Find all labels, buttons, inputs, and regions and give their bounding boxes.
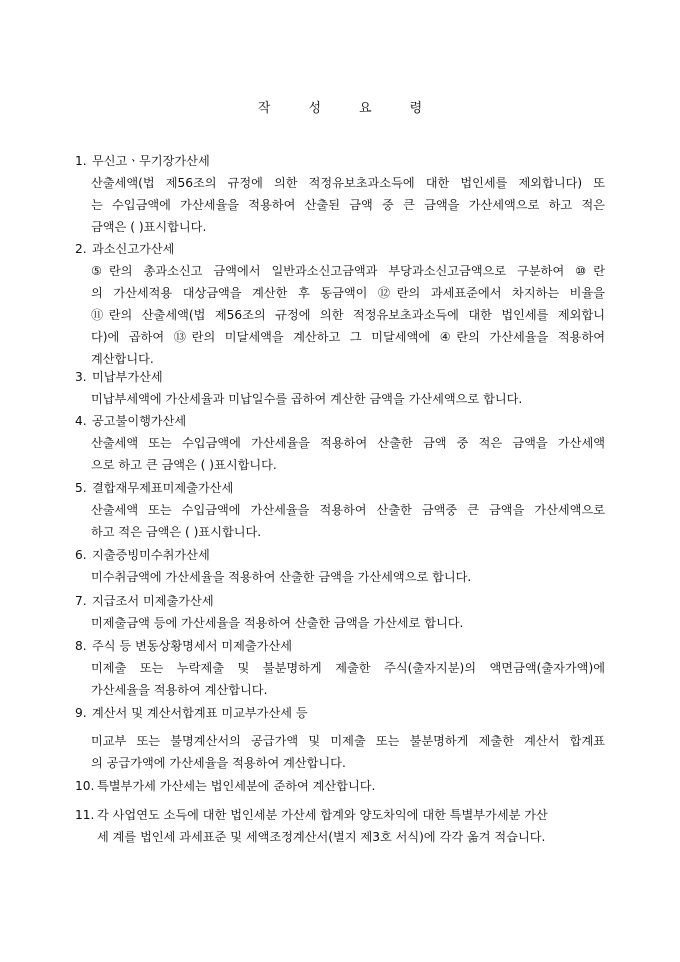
section-1 [75, 150, 605, 238]
section-number: 1. [75, 154, 87, 168]
body-line: 의 공급가액에 가산세율을 적용하여 계산합니다. [91, 756, 346, 770]
section-10 [75, 775, 605, 797]
section-title: 과소신고가산세 [92, 242, 175, 256]
section-title: 각 사업연도 소득에 대한 법인세분 가산세 합계와 양도차익에 대한 특별부가세분 가산 [97, 808, 548, 822]
section-body [91, 432, 605, 476]
section-title: 계산서 및 계산서합계표 미교부가산세 등 [92, 706, 308, 720]
section-number: 6. [75, 548, 87, 562]
section-heading [75, 150, 605, 172]
body-line: 세 계를 법인세 과세표준 및 세액조정계산서(별지 제3호 서식)에 각각 옮겨 적습니다. [97, 830, 546, 844]
section-body [91, 612, 605, 634]
section-body [91, 730, 605, 774]
body-line: 의 가산세적용 대상금액을 계산한 후 동금액이 ⑫란의 과세표준에서 차지하는 비율을 [91, 286, 605, 300]
section-heading [75, 804, 605, 826]
section-3 [75, 366, 605, 410]
section-number: 11. [75, 808, 95, 822]
section-body [91, 566, 605, 588]
section-title: 미납부가산세 [92, 370, 163, 384]
section-5 [75, 477, 605, 543]
body-line: 가산세율을 적용하여 계산합니다. [91, 683, 268, 697]
section-heading [75, 775, 605, 797]
body-line: 금액은 ( )표시합니다. [91, 220, 207, 234]
section-number: 10. [75, 779, 95, 793]
section-heading [75, 477, 605, 499]
section-6 [75, 544, 605, 588]
section-heading [75, 702, 605, 724]
section-heading [75, 410, 605, 432]
section-number: 2. [75, 242, 87, 256]
section-title: 공고불이행가산세 [92, 414, 187, 428]
body-line: ⑪란의 산출세액(법 제56조의 규정에 의한 적정유보초과소득에 대한 법인세를 제외합니 [91, 308, 605, 322]
section-body [91, 260, 605, 370]
section-number: 4. [75, 414, 87, 428]
body-line: 미제출 또는 누락제출 및 불분명하게 제출한 주식(출자지분)의 액면금액(출자가액)에 [91, 661, 605, 675]
body-line: 는 수입금액에 가산세율을 적용하여 산출된 금액 중 큰 금액을 가산세액으로 하고 적은 [91, 198, 605, 212]
body-line: 계산합니다. [91, 352, 154, 366]
body-line: ⑤란의 총과소신고 금액에서 일반과소신고금액과 부당과소신고금액으로 구분하여 ⑩란 [91, 264, 605, 278]
section-heading [75, 238, 605, 260]
title-char: 요 [359, 101, 372, 116]
body-line: 다)에 곱하여 ⑬란의 미달세액을 계산하고 그 미달세액에 ④란의 가산세율을 적용하여 [91, 330, 605, 344]
section-number: 5. [75, 481, 87, 495]
section-number: 8. [75, 639, 87, 653]
title-char: 성 [308, 101, 321, 116]
section-number: 9. [75, 706, 87, 720]
section-number: 3. [75, 370, 87, 384]
section-body [91, 172, 605, 238]
section-2 [75, 238, 605, 370]
title-char: 령 [409, 101, 423, 116]
section-title: 특별부가세 가산세는 법인세분에 준하여 계산합니다. [97, 779, 376, 793]
section-title: 지출증빙미수취가산세 [92, 548, 210, 562]
body-line: 미제출금액 등에 가산세율을 적용하여 산출한 금액을 가산세로 합니다. [91, 616, 464, 630]
section-8 [75, 635, 605, 701]
section-4 [75, 410, 605, 476]
page-title [0, 98, 680, 120]
section-body [97, 826, 605, 848]
section-title: 주식 등 변동상황명세서 미제출가산세 [92, 639, 292, 653]
section-body [91, 388, 605, 410]
section-7 [75, 590, 605, 634]
body-line: 미교부 또는 불명계산서의 공급가액 및 미제출 또는 불분명하게 제출한 계산서 합계표 [91, 734, 605, 748]
title-char: 작 [257, 101, 271, 116]
section-title: 결합재무제표미제출가산세 [92, 481, 234, 495]
section-title: 무신고ㆍ무기장가산세 [92, 154, 210, 168]
section-body [91, 657, 605, 701]
body-line: 으로 하고 큰 금액은 ( )표시합니다. [91, 458, 277, 472]
section-body [91, 499, 605, 543]
section-title: 지급조서 미제출가산세 [92, 594, 214, 608]
body-line: 미납부세액에 가산세율과 미납일수를 곱하여 계산한 금액을 가산세액으로 합니다. [91, 392, 523, 406]
section-heading [75, 635, 605, 657]
section-number: 7. [75, 594, 87, 608]
body-line: 하고 적은 금액은 ( )표시합니다. [91, 525, 262, 539]
section-heading [75, 366, 605, 388]
body-line: 산출세액 또는 수입금액에 가산세율을 적용하여 산출한 금액 중 적은 금액을 가산세액 [91, 436, 605, 450]
section-9 [75, 702, 605, 774]
body-line: 미수취금액에 가산세율을 적용하여 산출한 금액을 가산세액으로 합니다. [91, 570, 472, 584]
section-11 [75, 804, 605, 848]
section-heading [75, 544, 605, 566]
body-line: 산출세액(법 제56조의 규정에 의한 적정유보초과소득에 대한 법인세를 제외합니다) 또 [91, 176, 605, 190]
section-heading [75, 590, 605, 612]
body-line: 산출세액 또는 수입금액에 가산세율을 적용하여 산출한 금액중 큰 금액을 가산세액으로 [91, 503, 605, 517]
